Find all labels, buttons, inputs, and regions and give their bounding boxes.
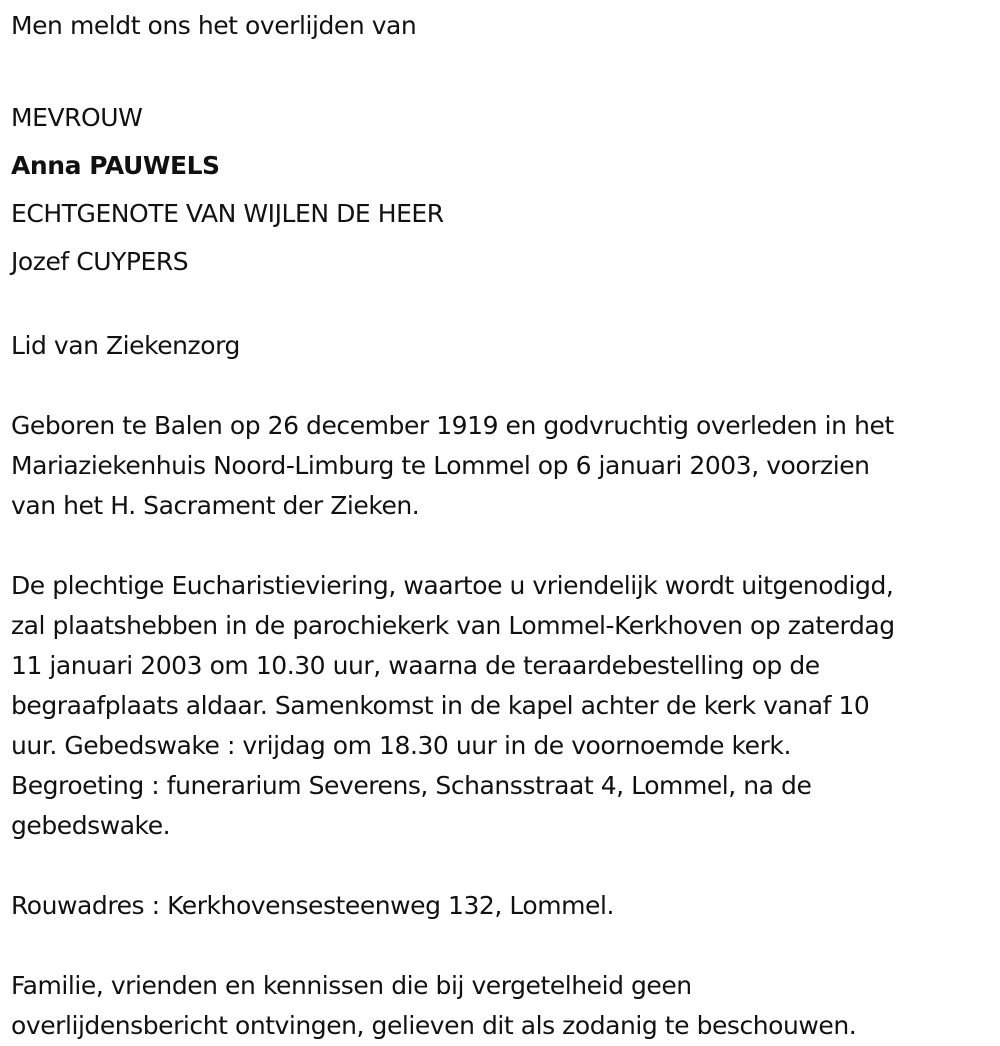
paragraph-line: De plechtige Eucharistieviering, waartoe u vriendelijk wordt uitgenodigd,	[11, 571, 894, 600]
ceremony-paragraph	[11, 566, 996, 846]
relation-text: ECHTGENOTE VAN WIJLEN DE HEER	[11, 199, 444, 228]
spacer	[11, 54, 996, 94]
spacer	[11, 926, 996, 966]
paragraph-line: uur. Gebedswake : vrijdag om 18.30 uur in de voornoemde kerk.	[11, 731, 791, 760]
paragraph-line: Familie, vrienden en kennissen die bij vergetelheid geen	[11, 971, 692, 1000]
name-block	[11, 94, 996, 286]
address-text: Rouwadres : Kerkhovensesteenweg 132, Lommel.	[11, 891, 614, 920]
spacer	[11, 846, 996, 886]
spouse-name: Jozef CUYPERS	[11, 247, 189, 276]
paragraph-line: 11 januari 2003 om 10.30 uur, waarna de teraardebestelling op de	[11, 651, 820, 680]
spacer	[11, 366, 996, 406]
death-notice	[11, 6, 996, 1046]
closing-paragraph	[11, 966, 996, 1046]
title-text: MEVROUW	[11, 103, 143, 132]
birth-death-paragraph	[11, 406, 996, 526]
paragraph-line: van het H. Sacrament der Zieken.	[11, 491, 420, 520]
paragraph-line: Geboren te Balen op 26 december 1919 en godvruchtig overleden in het	[11, 411, 894, 440]
paragraph-line: overlijdensbericht ontvingen, gelieven dit als zodanig te beschouwen.	[11, 1011, 857, 1040]
spacer	[11, 526, 996, 566]
paragraph-line: begraafplaats aldaar. Samenkomst in de kapel achter de kerk vanaf 10	[11, 691, 870, 720]
paragraph-line: Mariaziekenhuis Noord-Limburg te Lommel op 6 januari 2003, voorzien	[11, 451, 870, 480]
deceased-name: Anna PAUWELS	[11, 151, 220, 180]
paragraph-line: gebedswake.	[11, 811, 171, 840]
paragraph-line: Begroeting : funerarium Severens, Schansstraat 4, Lommel, na de	[11, 771, 812, 800]
spacer	[11, 286, 996, 326]
spacer	[11, 46, 996, 54]
intro-text: Men meldt ons het overlijden van	[11, 11, 417, 40]
paragraph-line: zal plaatshebben in de parochiekerk van Lommel-Kerkhoven op zaterdag	[11, 611, 895, 640]
membership-text: Lid van Ziekenzorg	[11, 331, 240, 360]
